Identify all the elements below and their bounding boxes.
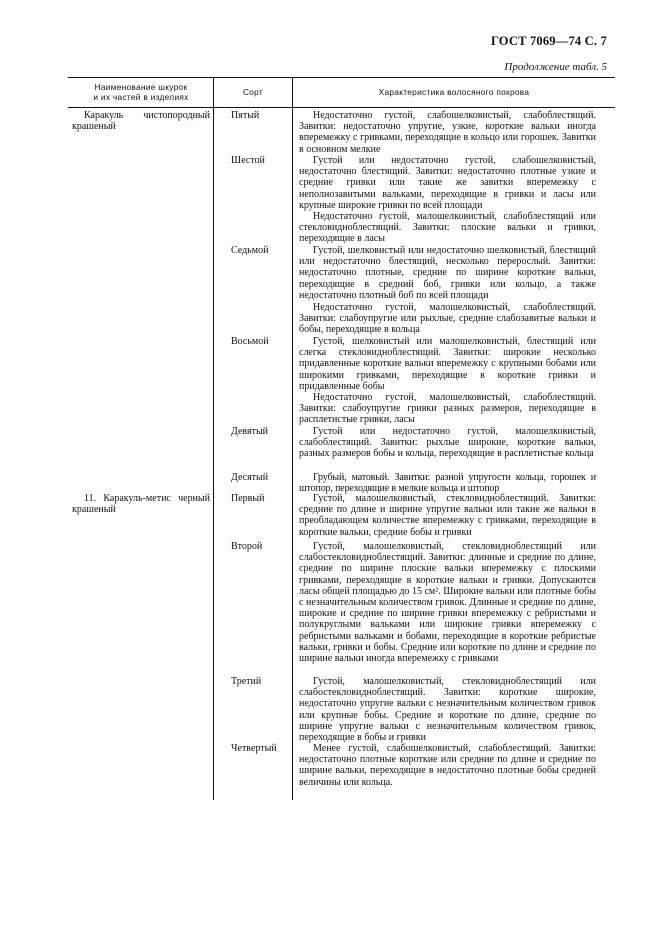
column-header-grade: Сорт — [242, 87, 264, 97]
description-cell: Недостаточно густой, малошелковистый, слабоблестящий или стекловидноблестящий. Завитки: плоские вальки и гривки, переходящие в ласы — [299, 211, 596, 245]
table-continuation-label: Продолжение табл. 5 — [504, 61, 607, 73]
grade-cell: Десятый — [231, 472, 269, 483]
group-name — [72, 110, 210, 132]
description-cell: Недостаточно густой, слабошелковистый, слабоблестящий. Завитки: недостаточно упругие, узкие, короткие вальки иногда вперемежку с гривками, переходящие в кольцо или горошек. Завитки в основном мелкие — [299, 110, 596, 155]
column-divider-2 — [292, 77, 293, 800]
grade-cell: Третий — [231, 676, 262, 687]
description-cell: Густой, шелковистый или недостаточно шелковистый, блестящий или недостаточно блестящий, несколько перерослый. Завитки: недостаточно плотные, средние по ширине короткие вальки, переходящие в средний боб, гривки или кольцо, а также недостаточно плотный боб по всей площади — [299, 245, 596, 301]
column-divider-1 — [213, 77, 214, 800]
grade-cell: Пятый — [231, 110, 260, 121]
grade-cell: Первый — [231, 493, 265, 504]
group-name-text: Каракуль чистопородный крашеный — [72, 110, 210, 133]
column-header-description: Характеристика волосяного покрова — [378, 87, 530, 97]
description-cell: Густой, шелковистый или малошелковистый, блестящий или слегка стекловидноблестящий. Завитки: широкие несколько придавленные короткие вальки вперемежку с крупными бобами или широкими гривками, переходящие в короткие гривки и придавленные бобы — [299, 336, 596, 392]
description-cell: Густой, малошелковистый, стекловидноблестящий или слабостекловидноблестящий. Завитки: короткие широкие, недостаточно упругие вальки с незначительным количеством гривок или крупные бобы. Средние и короткие по длине, средние по ширине упругие вальки с незначительным количеством гривок, переходящие в бобы и гривки — [299, 676, 596, 744]
grade-cell: Шестой — [231, 155, 265, 166]
grade-cell: Второй — [231, 541, 263, 552]
header-bottom-rule — [68, 107, 615, 108]
description-cell: Густой или недостаточно густой, малошелковистый, слабоблестящий. Завитки: рыхлые широкие, короткие вальки, разных размеров бобы и кольца, переходящие в расплетистые кольца — [299, 426, 596, 460]
column-header-name — [72, 82, 210, 102]
grade-cell: Четвертый — [231, 743, 277, 754]
description-cell: Недостаточно густой, малошелковистый, слабоблестящий. Завитки: слабоупругие гривки разных размеров, переходящие в расплетистые гривки, ласы — [299, 392, 596, 426]
group-name-text: 11. Каракуль-метис черный крашеный — [72, 493, 210, 516]
description-cell: Менее густой, слабошелковистый, слабоблестящий. Завитки: недостаточно плотные короткие или средние по длине и средние по ширине вальки, переходящие в недостаточно плотные бобы средней величины или кольца. — [299, 743, 596, 788]
grade-cell: Седьмой — [231, 245, 269, 256]
description-cell: Недостаточно густой, малошелковистый, слабоблестящий. Завитки: слабоупругие или рыхлые, средние слабозавитые вальки и бобы, переходящие в кольца — [299, 302, 596, 336]
description-cell: Густой, малошелковистый, стекловидноблестящий или слабостекловидноблестящий. Завитки: длинные и средние по длине, средние по ширине плоские вальки вперемежку с плоскими гривками, переходящие в короткие вальки и гривки. Допускаются ласы общей площадью до 15 см². Широкие вальки или плотные бобы с незначительным количеством гривок. Длинные и средние по длине, широкие и средние по ширине гривки вперемежку с ребристыми и полукруглыми вальками или широкие гривки вперемежку с ребристыми вальками и бобами, переходящие в короткие ребристые вальки, гривки и бобы. Средние или короткие по длине и средние по ширине вальки иногда вперемежку с гривками — [299, 541, 596, 665]
page-header: ГОСТ 7069—74 С. 7 — [490, 34, 607, 48]
description-cell: Грубый, матовый. Завитки: разной упругости кольца, горошек и штопор, переходящие в мелкие кольца и штопор — [299, 472, 596, 495]
group-name — [72, 493, 210, 515]
column-header-name-line-2: и их частей в изделиях — [93, 92, 189, 102]
table-top-rule — [68, 77, 615, 78]
description-cell: Густой, малошелковистый, стекловидноблестящий. Завитки: средние по длине и ширине упругие вальки или такие же вальки в преобладающем количестве вперемежку с гривками, переходящие в короткие вальки, средние бобы и гривки — [299, 493, 596, 538]
description-cell: Густой или недостаточно густой, слабошелковистый, недостаточно блестящий. Завитки: недостаточно плотные узкие и средние гривки или такие же завитки вперемежку с неполнозавитыми вальками, переходящие в гривки и ласы или крупные широкие гривки по всей площади — [299, 155, 596, 211]
grade-cell: Восьмой — [231, 336, 269, 347]
column-header-name-line-1: Наименование шкурок — [94, 82, 188, 92]
grade-cell: Девятый — [231, 426, 269, 437]
